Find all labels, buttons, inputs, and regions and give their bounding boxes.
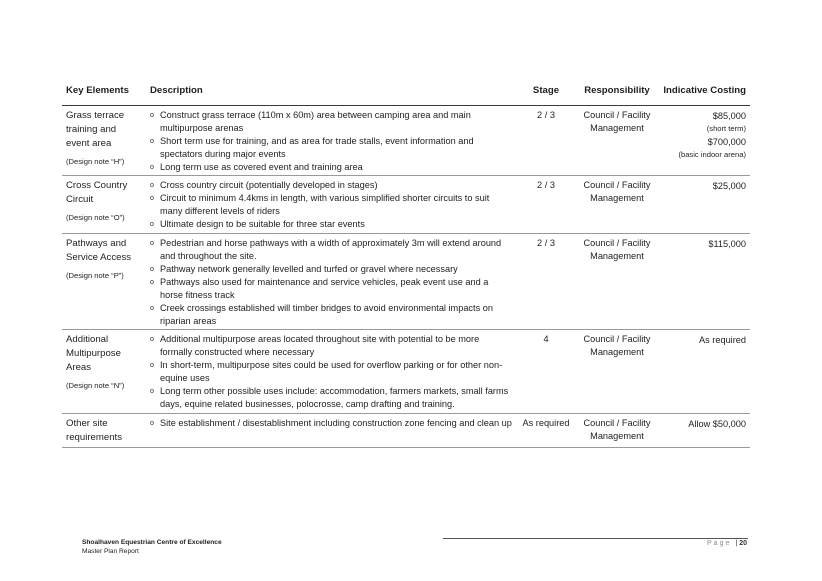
table-row (62, 105, 750, 176)
responsibility-cell: Council / Facility Management (576, 330, 658, 413)
description-list (150, 333, 512, 410)
description-item: o Creek crossings established will timber bridges to avoid environmental impacts on riparian areas (150, 302, 493, 326)
table-row (62, 176, 750, 234)
bullet-icon: o (150, 111, 154, 119)
description-item: o Circuit to minimum 4.4kms in length, with various simplified shorter circuits to suit many different levels of riders (150, 193, 490, 217)
description-item: o Ultimate design to be suitable for three star events (150, 219, 365, 230)
description-item: o In short-term, multipurpose sites could be used for overflow parking or for other non-equine uses (150, 360, 503, 384)
stage-cell: As required (516, 413, 576, 447)
design-note: (Design note “P”) (66, 271, 124, 281)
description-cell (146, 105, 516, 176)
cost-note: (short term) (706, 123, 746, 133)
bullet-icon: o (150, 195, 154, 203)
bullet-icon: o (150, 278, 154, 286)
key-element-name: Grass terrace training and event area (66, 109, 125, 149)
bullet-icon: o (150, 265, 154, 273)
footer-document-info (82, 538, 222, 556)
page-number: 20 (739, 540, 747, 547)
key-element-cell (62, 330, 146, 413)
page-indicator (640, 540, 747, 547)
header-key-elements: Key Elements (62, 83, 146, 105)
bullet-icon: o (150, 240, 154, 248)
table-row (62, 234, 750, 330)
header-indicative-costing: Indicative Costing (658, 83, 750, 105)
description-item: o Long term use as covered event and training area (150, 161, 363, 172)
key-element-name: Other site requirements (66, 417, 122, 443)
costing-cell (658, 330, 750, 413)
description-item: o Pathway network generally levelled and turfed or gravel where necessary (150, 263, 458, 274)
description-item: o Pedestrian and horse pathways with a width of approximately 3m will extend around and throughout the site. (150, 238, 502, 261)
header-description: Description (146, 83, 516, 105)
cost-value: $85,000 (712, 110, 746, 121)
cost-value: $25,000 (712, 181, 746, 192)
description-list (150, 417, 512, 430)
footer-report-title: Master Plan Report (82, 548, 139, 555)
stage-cell: 4 (516, 330, 576, 413)
bullet-icon: o (150, 419, 154, 427)
design-note: (Design note “O”) (66, 213, 125, 223)
bullet-icon: o (150, 163, 154, 171)
key-element-cell (62, 176, 146, 234)
costing-cell (658, 413, 750, 447)
responsibility-cell: Council / Facility Management (576, 105, 658, 176)
key-element-name: Pathways and Service Access (66, 238, 132, 264)
description-item: o Construct grass terrace (110m x 60m) area between camping area and main multipurpose arenas (150, 109, 471, 133)
header-responsibility: Responsibility (576, 83, 658, 105)
cost-value: As required (699, 335, 746, 346)
description-item: o Short term use for training, and as area for trade stalls, event information and spectators during major events (150, 135, 474, 159)
description-cell (146, 234, 516, 330)
key-elements-table (62, 83, 750, 448)
costing-cell (658, 105, 750, 176)
bullet-icon: o (150, 221, 154, 229)
description-item: o Site establishment / disestablishment including construction zone fencing and clean up (150, 417, 512, 428)
table-row (62, 413, 750, 447)
responsibility-cell: Council / Facility Management (576, 234, 658, 330)
design-note: (Design note “H”) (66, 156, 125, 166)
bullet-icon: o (150, 182, 154, 190)
description-item: o Pathways also used for maintenance and service vehicles, peak event use and a horse fitness track (150, 276, 489, 300)
bullet-icon: o (150, 362, 154, 370)
key-element-name: Cross Country Circuit (66, 180, 128, 206)
description-list (150, 237, 512, 327)
stage-cell: 2 / 3 (516, 105, 576, 176)
description-cell (146, 176, 516, 234)
responsibility-cell: Council / Facility Management (576, 413, 658, 447)
key-element-cell (62, 413, 146, 447)
responsibility-cell: Council / Facility Management (576, 176, 658, 234)
key-element-name: Additional Multipurpose Areas (66, 334, 121, 374)
footer-divider (443, 538, 748, 539)
table-header-row (62, 83, 750, 105)
cost-value: $700,000 (707, 136, 746, 147)
description-item: o Long term other possible uses include: accommodation, farmers markets, small farms days, equine related businesses, polocrosse, camp drafting and training. (150, 386, 509, 409)
cost-value: $115,000 (708, 239, 746, 250)
cost-value: Allow $50,000 (688, 418, 746, 429)
description-list (150, 179, 512, 231)
stage-cell: 2 / 3 (516, 234, 576, 330)
bullet-icon: o (150, 304, 154, 312)
bullet-icon: o (150, 336, 154, 344)
footer-organisation: Shoalhaven Equestrian Centre of Excellence (82, 539, 222, 546)
cost-note: (basic indoor arena) (678, 149, 746, 159)
header-stage: Stage (516, 83, 576, 105)
costing-cell (658, 234, 750, 330)
page-label: Page (707, 540, 732, 547)
bullet-icon: o (150, 137, 154, 145)
key-element-cell (62, 234, 146, 330)
description-item: o Cross country circuit (potentially developed in stages) (150, 180, 378, 191)
table-row (62, 330, 750, 413)
description-cell (146, 330, 516, 413)
description-cell (146, 413, 516, 447)
stage-cell: 2 / 3 (516, 176, 576, 234)
description-item: o Additional multipurpose areas located throughout site with potential to be more formally constructed where necessary (150, 334, 480, 358)
bullet-icon: o (150, 388, 154, 396)
design-note: (Design note “N”) (66, 381, 125, 391)
costing-cell (658, 176, 750, 234)
description-list (150, 109, 512, 174)
key-element-cell (62, 105, 146, 176)
page-separator: | (735, 540, 738, 547)
